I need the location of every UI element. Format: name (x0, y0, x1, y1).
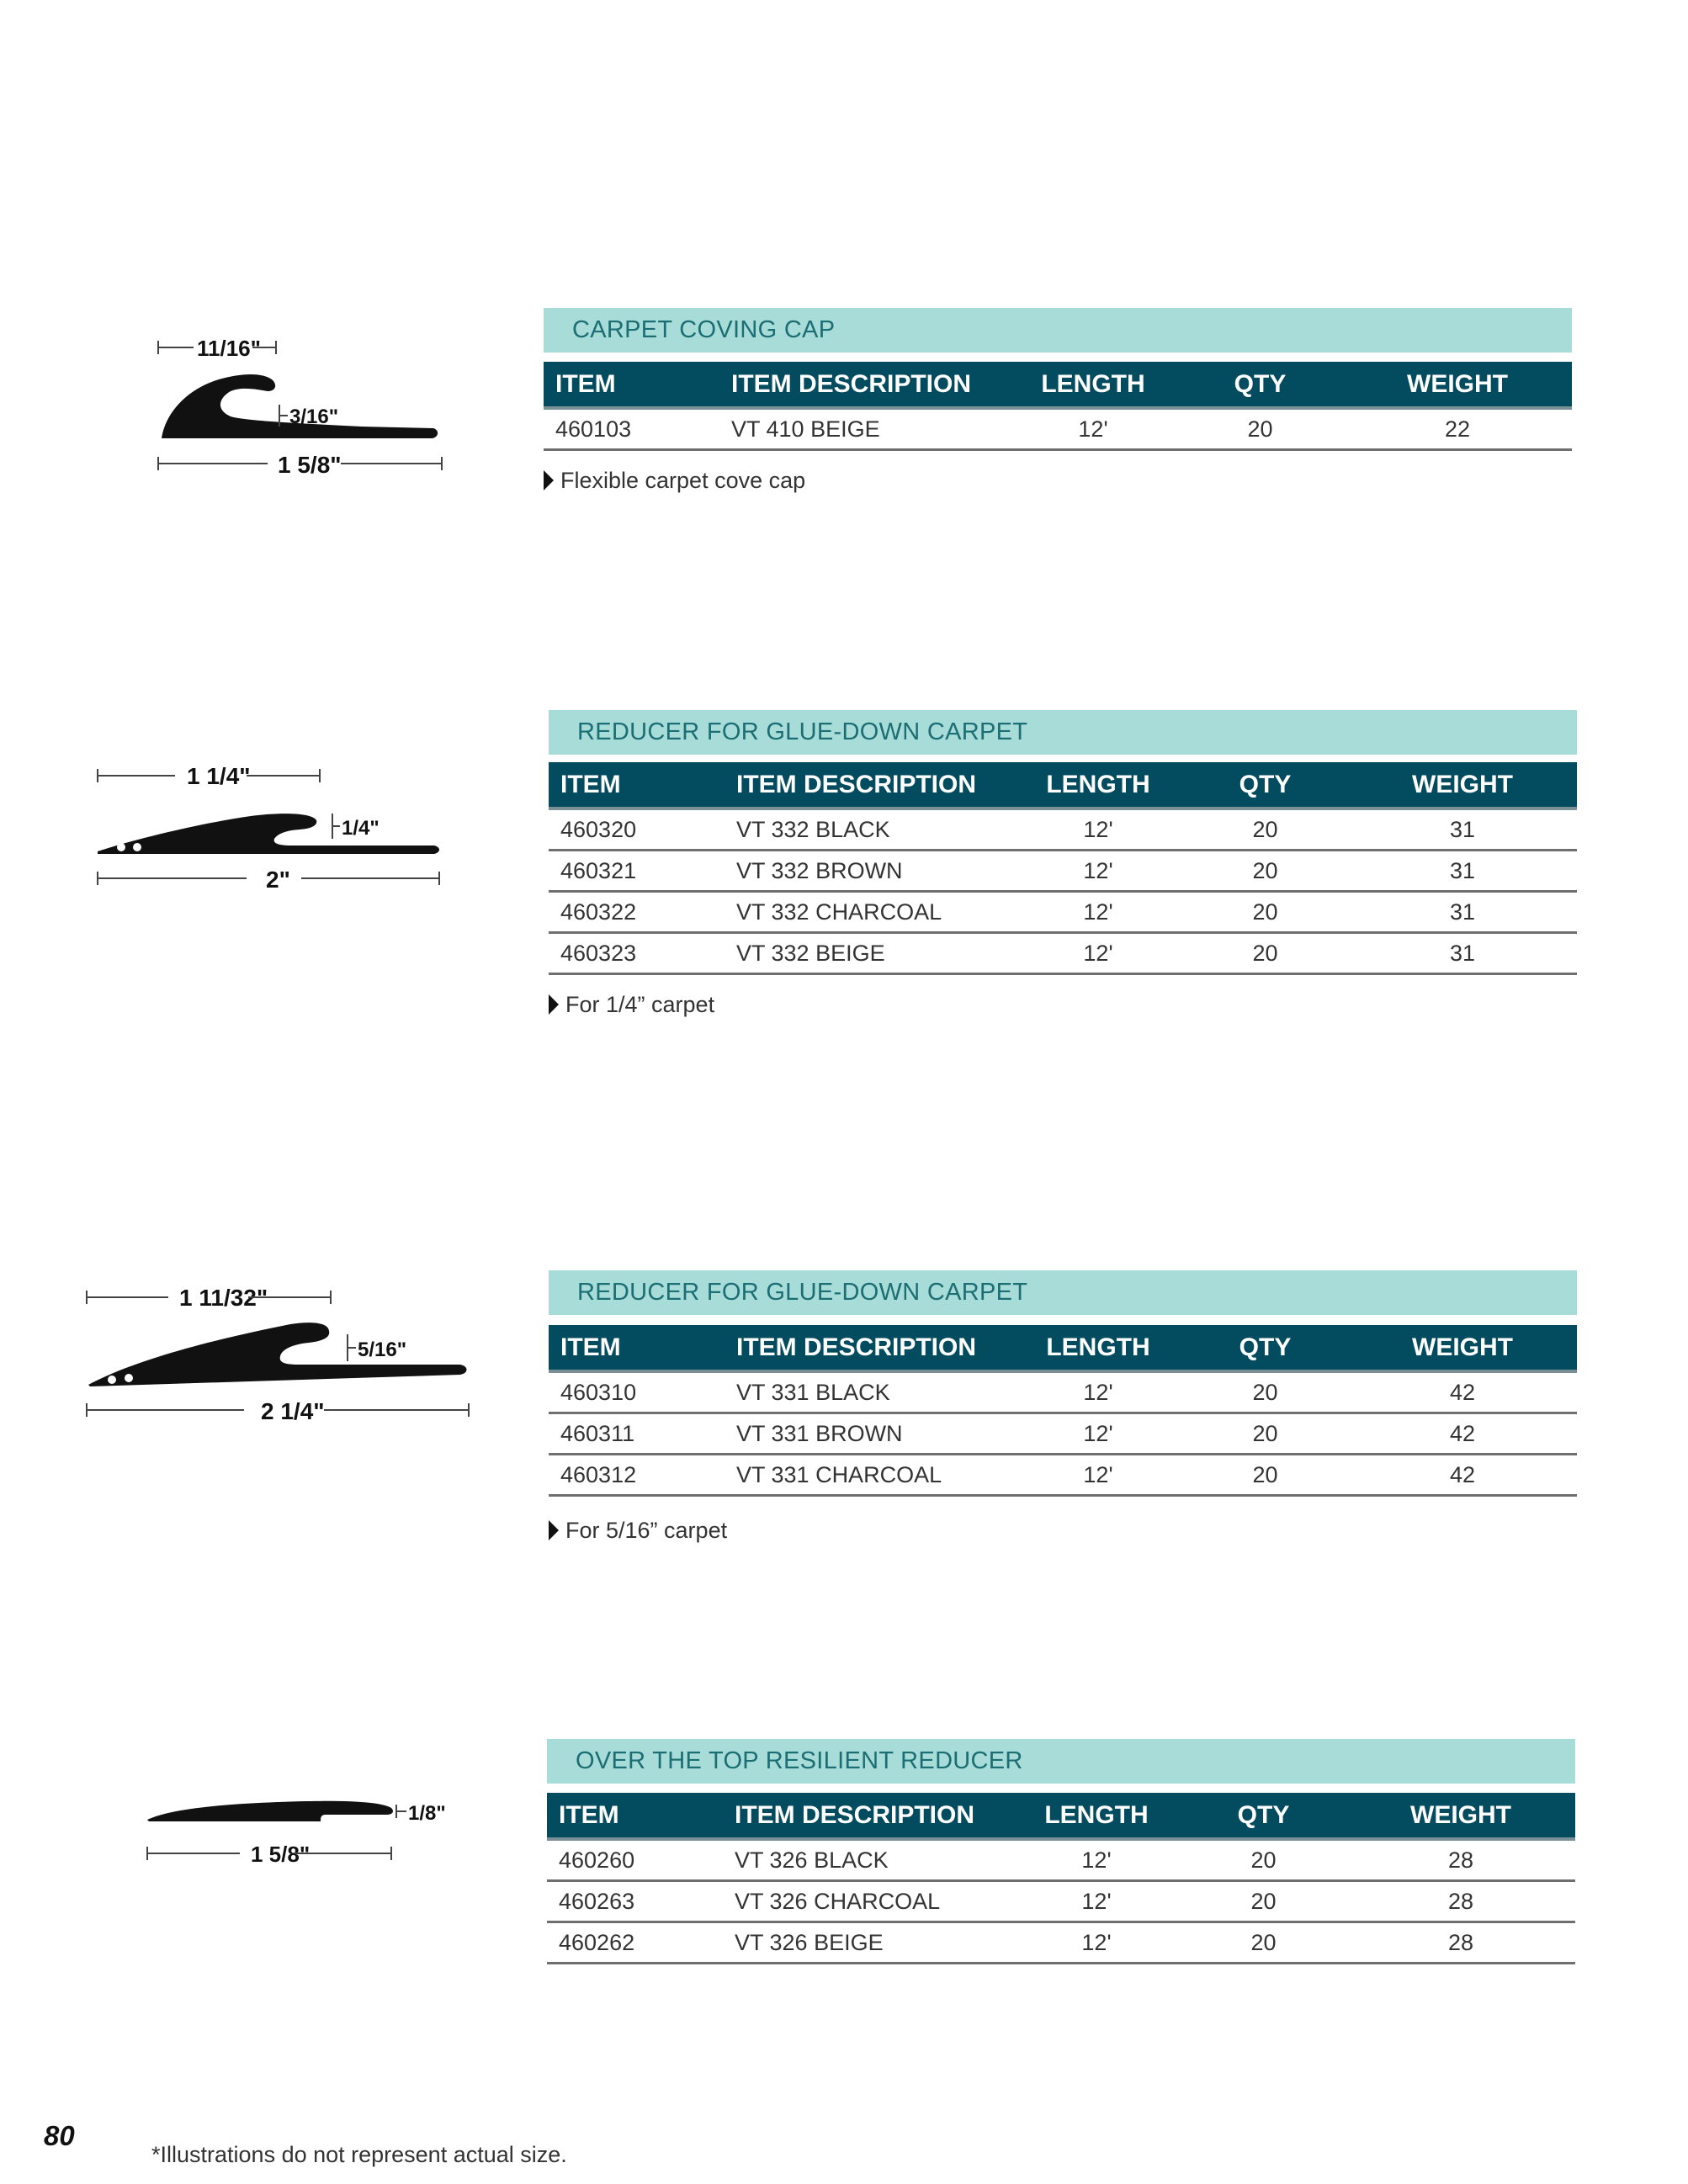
bullet-triangle-icon (544, 470, 554, 490)
column-header: ITEM (544, 362, 731, 408)
table-row (549, 1413, 1577, 1455)
section-title: REDUCER FOR GLUE-DOWN CARPET (549, 1270, 1577, 1315)
dimension-label: 1 11/32" (179, 1285, 268, 1311)
length-cell: 12' (1014, 1455, 1182, 1496)
description-cell: VT 331 BLACK (736, 1371, 1014, 1413)
description-cell: VT 410 BEIGE (731, 408, 1009, 450)
profile-illustration (91, 753, 444, 900)
column-header: WEIGHT (1348, 1325, 1577, 1371)
table-row (549, 933, 1577, 974)
description-cell: VT 331 BROWN (736, 1413, 1014, 1455)
column-header: ITEM (549, 1325, 736, 1371)
section-title: OVER THE TOP RESILIENT REDUCER (547, 1739, 1575, 1784)
item-cell: 460320 (549, 808, 736, 851)
dimension-label: 1/4" (342, 817, 380, 840)
dimension-label: 3/16" (289, 406, 339, 428)
length-cell: 12' (1014, 1371, 1182, 1413)
description-cell: VT 332 BLACK (736, 808, 1014, 851)
qty-cell: 20 (1182, 1413, 1348, 1455)
item-cell: 460321 (549, 851, 736, 892)
column-header: LENGTH (1012, 1793, 1181, 1839)
column-header: ITEM DESCRIPTION (731, 362, 1009, 408)
table-row (549, 851, 1577, 892)
dimension-label: 5/16" (358, 1338, 407, 1361)
column-header: ITEM (547, 1793, 735, 1839)
product-table (547, 1793, 1575, 1964)
length-cell: 12' (1014, 892, 1182, 933)
length-cell: 12' (1014, 808, 1182, 851)
table-header-row (544, 362, 1572, 408)
product-note (549, 992, 714, 1018)
description-cell: VT 326 BLACK (735, 1839, 1012, 1881)
product-table (549, 1325, 1577, 1497)
weight-cell: 31 (1348, 808, 1577, 851)
weight-cell: 42 (1348, 1371, 1577, 1413)
item-cell: 460311 (549, 1413, 736, 1455)
page-number: 80 (44, 2120, 75, 2151)
table-row (549, 892, 1577, 933)
dimension-label: 2 1/4" (261, 1398, 325, 1424)
weight-cell: 28 (1346, 1881, 1575, 1922)
weight-cell: 31 (1348, 933, 1577, 974)
item-cell: 460310 (549, 1371, 736, 1413)
table-row (547, 1881, 1575, 1922)
qty-cell: 20 (1182, 933, 1348, 974)
section-title: REDUCER FOR GLUE-DOWN CARPET (549, 710, 1577, 755)
table-header-row (549, 1325, 1577, 1371)
description-cell: VT 332 BROWN (736, 851, 1014, 892)
table-row (549, 1455, 1577, 1496)
item-cell: 460263 (547, 1881, 735, 1922)
note-text: Flexible carpet cove cap (560, 468, 806, 493)
weight-cell: 42 (1348, 1413, 1577, 1455)
column-header: ITEM DESCRIPTION (735, 1793, 1012, 1839)
qty-cell: 20 (1182, 808, 1348, 851)
qty-cell: 20 (1182, 851, 1348, 892)
length-cell: 12' (1012, 1881, 1181, 1922)
table-row (544, 408, 1572, 450)
column-header: WEIGHT (1343, 362, 1572, 408)
column-header: ITEM DESCRIPTION (736, 762, 1014, 808)
weight-cell: 31 (1348, 851, 1577, 892)
note-text: For 1/4” carpet (565, 992, 715, 1017)
product-note (544, 468, 805, 494)
qty-cell: 20 (1181, 1922, 1346, 1964)
note-text: For 5/16” carpet (565, 1518, 728, 1543)
length-cell: 12' (1014, 1413, 1182, 1455)
description-cell: VT 331 CHARCOAL (736, 1455, 1014, 1496)
dimension-label: 1/8" (408, 1802, 446, 1825)
section-title: CARPET COVING CAP (544, 308, 1572, 353)
weight-cell: 28 (1346, 1922, 1575, 1964)
qty-cell: 20 (1182, 1455, 1348, 1496)
column-header: QTY (1182, 762, 1348, 808)
item-cell: 460260 (547, 1839, 735, 1881)
column-header: WEIGHT (1346, 1793, 1575, 1839)
qty-cell: 20 (1182, 892, 1348, 933)
column-header: WEIGHT (1348, 762, 1577, 808)
product-table (549, 762, 1577, 975)
length-cell: 12' (1009, 408, 1177, 450)
item-cell: 460262 (547, 1922, 735, 1964)
weight-cell: 31 (1348, 892, 1577, 933)
description-cell: VT 326 BEIGE (735, 1922, 1012, 1964)
table-row (547, 1922, 1575, 1964)
profile-illustration (80, 1277, 475, 1429)
length-cell: 12' (1012, 1839, 1181, 1881)
column-header: LENGTH (1009, 362, 1177, 408)
table-row (547, 1839, 1575, 1881)
column-header: QTY (1182, 1325, 1348, 1371)
length-cell: 12' (1012, 1922, 1181, 1964)
dimension-label: 1 5/8" (251, 1842, 311, 1867)
column-header: ITEM (549, 762, 736, 808)
column-header: ITEM DESCRIPTION (736, 1325, 1014, 1371)
table-header-row (547, 1793, 1575, 1839)
weight-cell: 42 (1348, 1455, 1577, 1496)
profile-illustration (151, 324, 454, 484)
table-row (549, 1371, 1577, 1413)
item-cell: 460323 (549, 933, 736, 974)
column-header: LENGTH (1014, 762, 1182, 808)
bullet-triangle-icon (549, 1520, 559, 1540)
qty-cell: 20 (1181, 1881, 1346, 1922)
table-row (549, 808, 1577, 851)
product-note (549, 1518, 727, 1544)
bullet-triangle-icon (549, 994, 559, 1015)
column-header: QTY (1177, 362, 1343, 408)
length-cell: 12' (1014, 851, 1182, 892)
item-cell: 460312 (549, 1455, 736, 1496)
dimension-label: 1 5/8" (278, 452, 342, 478)
dimension-label: 11/16" (197, 336, 261, 361)
footnote: *Illustrations do not represent actual size. (151, 2142, 567, 2167)
qty-cell: 20 (1177, 408, 1343, 450)
qty-cell: 20 (1182, 1371, 1348, 1413)
weight-cell: 28 (1346, 1839, 1575, 1881)
dimension-label: 1 1/4" (187, 763, 251, 789)
item-cell: 460322 (549, 892, 736, 933)
table-header-row (549, 762, 1577, 808)
weight-cell: 22 (1343, 408, 1572, 450)
profile-illustration (139, 1779, 459, 1872)
description-cell: VT 332 BEIGE (736, 933, 1014, 974)
description-cell: VT 332 CHARCOAL (736, 892, 1014, 933)
dimension-label: 2" (266, 867, 290, 893)
product-table (544, 362, 1572, 451)
item-cell: 460103 (544, 408, 731, 450)
column-header: LENGTH (1014, 1325, 1182, 1371)
column-header: QTY (1181, 1793, 1346, 1839)
length-cell: 12' (1014, 933, 1182, 974)
qty-cell: 20 (1181, 1839, 1346, 1881)
description-cell: VT 326 CHARCOAL (735, 1881, 1012, 1922)
